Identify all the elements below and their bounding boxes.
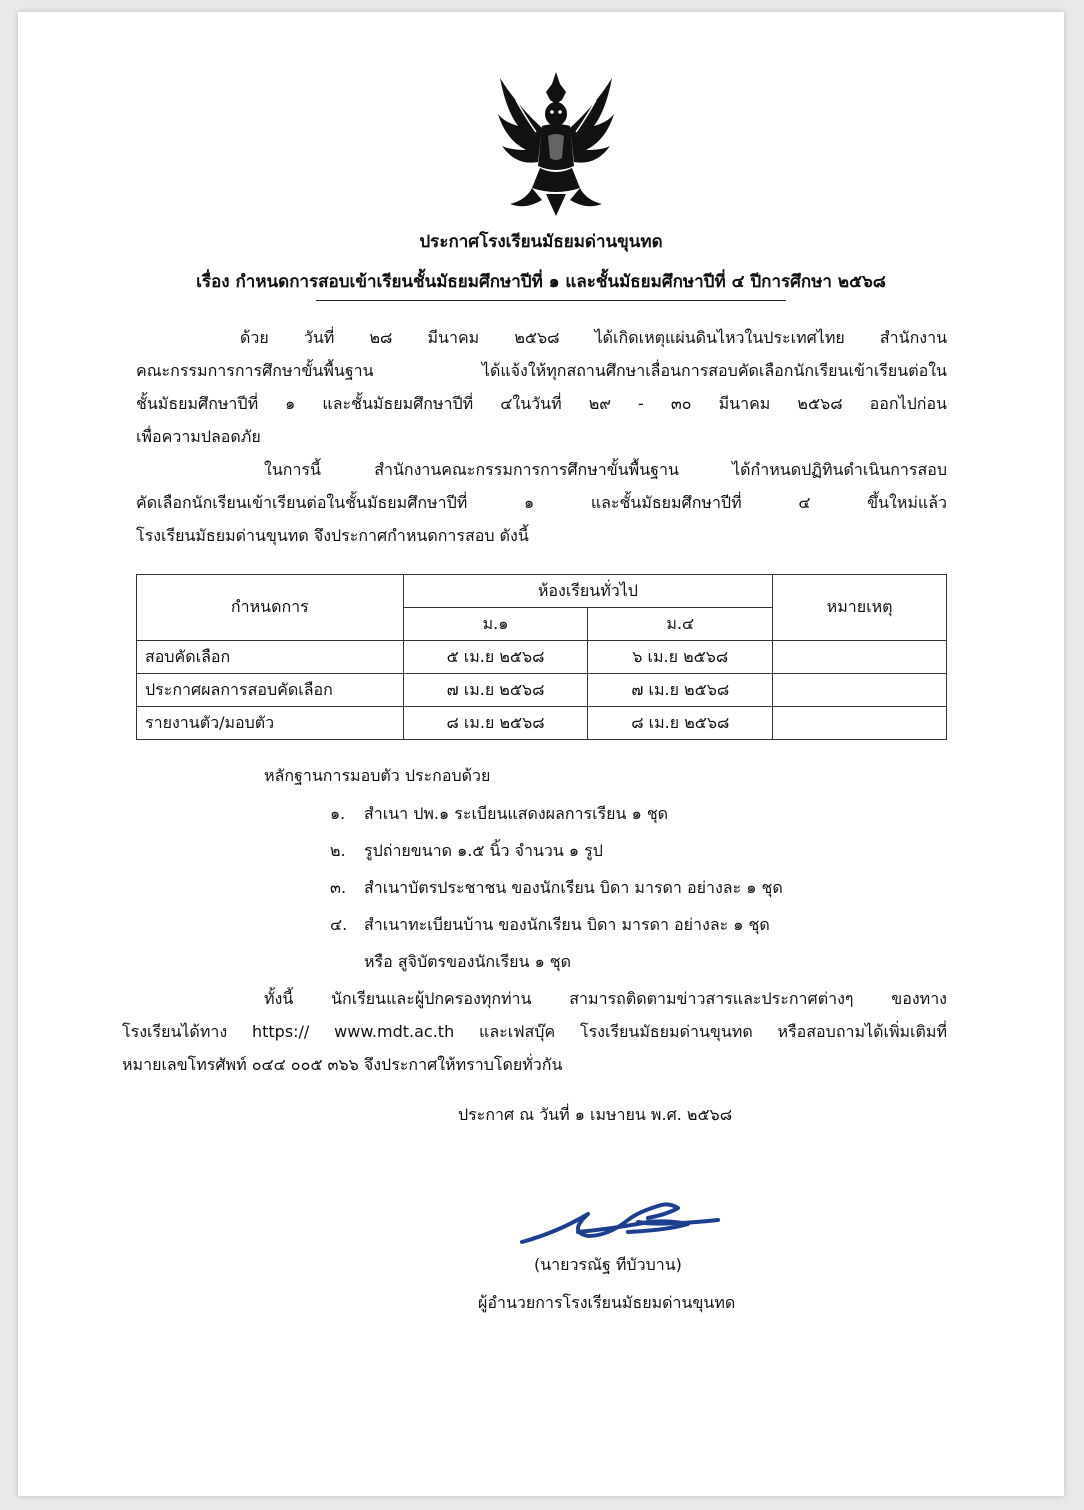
- table-row: [137, 707, 947, 740]
- para1-line: ด้วย วันที่ ๒๘ มีนาคม ๒๕๖๘ ได้เกิดเหตุแผ่นดินไหวในประเทศไทย สำนักงาน: [240, 328, 947, 347]
- para2-line: คัดเลือกนักเรียนเข้าเรียนต่อในชั้นมัธยมศึกษาปีที่ ๑ และชั้นมัธยมศึกษาปีที่ ๔ ขึ้นใหม่แล้ว: [136, 493, 947, 512]
- evidence-item-text: สำเนาบัตรประชาชน ของนักเรียน บิดา มารดา อย่างละ ๑ ชุด: [364, 878, 783, 897]
- evidence-item-continuation: หรือ สูจิบัตรของนักเรียน ๑ ชุด: [364, 952, 572, 971]
- row-note: [773, 674, 947, 707]
- closing-line: ทั้งนี้ นักเรียนและผู้ปกครองทุกท่าน สามารถติดตามข่าวสารและประกาศต่างๆ ของทาง: [264, 989, 947, 1008]
- garuda-emblem-icon: [496, 70, 616, 216]
- signatory-name: (นายวรณัฐ ทีบัวบาน): [534, 1255, 682, 1274]
- header-m4: ม.๔: [588, 608, 773, 641]
- row-m4-date: ๖ เม.ย ๒๕๖๘: [588, 641, 773, 674]
- row-label: รายงานตัว/มอบตัว: [137, 707, 404, 740]
- announcement-subject: เรื่อง กำหนดการสอบเข้าเรียนชั้นมัธยมศึกษาปีที่ ๑ และชั้นมัธยมศึกษาปีที่ ๔ ปีการศึกษา ๒๕๖๘: [196, 272, 886, 292]
- row-m1-date: ๘ เม.ย ๒๕๖๘: [403, 707, 588, 740]
- title-divider: [316, 300, 786, 301]
- evidence-intro: หลักฐานการมอบตัว ประกอบด้วย: [264, 766, 491, 785]
- table-row: [137, 641, 947, 674]
- header-note: หมายเหตุ: [773, 575, 947, 641]
- closing-line: หมายเลขโทรศัพท์ ๐๔๔ ๐๐๕ ๓๖๖ จึงประกาศให้ทราบโดยทั่วกัน: [122, 1055, 563, 1074]
- evidence-item-number: ๒.: [330, 841, 346, 860]
- para1-line: ชั้นมัธยมศึกษาปีที่ ๑ และชั้นมัธยมศึกษาปีที่ ๔ในวันที่ ๒๙ - ๓๐ มีนาคม ๒๕๖๘ ออกไปก่อน: [136, 394, 947, 413]
- evidence-item-number: ๔.: [330, 915, 348, 934]
- para1-line: คณะกรรมการการศึกษาขั้นพื้นฐาน ได้แจ้งให้ทุกสถานศึกษาเลื่อนการสอบคัดเลือกนักเรียนเข้าเรียนต่อใน: [136, 361, 947, 380]
- document-page: [18, 12, 1064, 1496]
- evidence-item-number: ๓.: [330, 878, 347, 897]
- header-general-class: ห้องเรียนทั่วไป: [403, 575, 773, 608]
- header-m1: ม.๑: [403, 608, 588, 641]
- table-row: [137, 674, 947, 707]
- row-m4-date: ๘ เม.ย ๒๕๖๘: [588, 707, 773, 740]
- row-m4-date: ๗ เม.ย ๒๕๖๘: [588, 674, 773, 707]
- announcement-title: ประกาศโรงเรียนมัธยมด่านขุนทด: [419, 232, 663, 252]
- row-m1-date: ๗ เม.ย ๒๕๖๘: [403, 674, 588, 707]
- table-header-row: [137, 575, 947, 608]
- signatory-position: ผู้อำนวยการโรงเรียนมัธยมด่านขุนทด: [478, 1293, 736, 1312]
- announcement-date: ประกาศ ณ วันที่ ๑ เมษายน พ.ศ. ๒๕๖๘: [458, 1105, 733, 1124]
- row-label: สอบคัดเลือก: [137, 641, 404, 674]
- signature-icon: [518, 1192, 728, 1262]
- evidence-item-number: ๑.: [330, 804, 346, 823]
- closing-line: โรงเรียนได้ทาง https:// www.mdt.ac.th และเฟสบุ๊ค โรงเรียนมัธยมด่านขุนทด หรือสอบถามได้เพิ่มเติมที่: [122, 1022, 947, 1041]
- row-note: [773, 641, 947, 674]
- evidence-item-text: สำเนา ปพ.๑ ระเบียนแสดงผลการเรียน ๑ ชุด: [364, 804, 669, 823]
- para1-line: เพื่อความปลอดภัย: [136, 427, 261, 446]
- evidence-item-text: รูปถ่ายขนาด ๑.๕ นิ้ว จำนวน ๑ รูป: [364, 841, 603, 860]
- para2-line: ในการนี้ สำนักงานคณะกรรมการการศึกษาขั้นพื้นฐาน ได้กำหนดปฏิทินดำเนินการสอบ: [264, 460, 947, 479]
- evidence-item-text: สำเนาทะเบียนบ้าน ของนักเรียน บิดา มารดา อย่างละ ๑ ชุด: [364, 915, 770, 934]
- header-schedule: กำหนดการ: [137, 575, 404, 641]
- row-note: [773, 707, 947, 740]
- para2-line: โรงเรียนมัธยมด่านขุนทด จึงประกาศกำหนดการสอบ ดังนี้: [136, 526, 529, 545]
- row-label: ประกาศผลการสอบคัดเลือก: [137, 674, 404, 707]
- schedule-table: [136, 574, 947, 740]
- row-m1-date: ๕ เม.ย ๒๕๖๘: [403, 641, 588, 674]
